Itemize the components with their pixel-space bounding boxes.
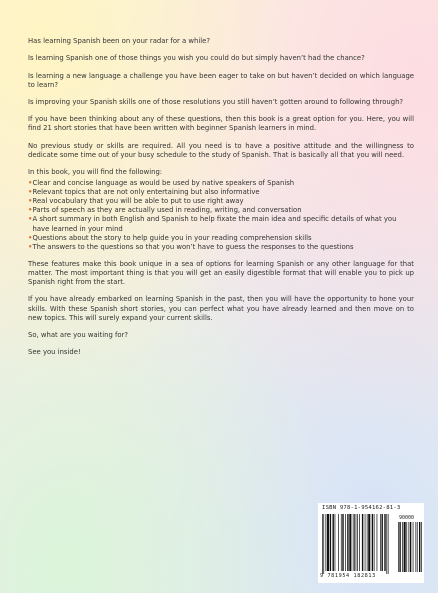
feature-item — [28, 234, 414, 243]
feature-item — [28, 188, 414, 197]
feature-item — [28, 179, 414, 188]
feature-item — [28, 243, 414, 252]
call-to-action: So, what are you waiting for? — [28, 330, 129, 339]
intro-paragraph-1: Has learning Spanish been on your radar for a while? — [28, 37, 210, 45]
feature-item — [28, 215, 414, 233]
feature-item — [28, 206, 414, 215]
feature-text: Clear and concise language as would be used by native speakers of Spanish — [32, 179, 295, 188]
bullet-icon: • — [28, 215, 33, 224]
features-list — [28, 179, 414, 252]
isbn-label: ISBN 978-1-954162-81-3 — [322, 505, 401, 511]
bullet-icon: • — [28, 179, 33, 188]
bullet-icon: • — [28, 197, 33, 206]
intro-paragraph-2: Is learning Spanish one of those things you wish you could do but simply haven’t had the chance? — [28, 54, 365, 63]
bullet-icon: • — [28, 188, 33, 197]
intro-paragraph-6: No previous study or skills are required. All you need is to have a positive attitude and the willingness to dedicate some time out of your busy schedule to the study of Spanish. That is basically all that you will need. — [28, 141, 414, 159]
intro-paragraph-3: Is learning a new language a challenge you have been eager to take on but haven’t decided on which language to learn? — [28, 71, 414, 89]
isbn-barcode — [318, 503, 424, 583]
feature-text: Relevant topics that are not only entertaining but also informative — [32, 188, 260, 197]
ean-digits: 9 781954 182813 — [320, 573, 376, 579]
bullet-icon: • — [28, 206, 33, 215]
intro-paragraph-4: Is improving your Spanish skills one of those resolutions you still haven’t gotten around to following through? — [28, 97, 404, 106]
features-lead-in: In this book, you will find the following: — [28, 167, 163, 176]
addon-barcode-bars — [398, 522, 422, 573]
bullet-icon: • — [28, 242, 33, 251]
outro-paragraph-1: These features make this book unique in a sea of options for learning Spanish or any other language for that matter. The most important thing is that you will get an easily digestible format that will enable you to pick up Spanish right from the start. — [28, 260, 414, 287]
closing-line: See you inside! — [28, 348, 81, 357]
feature-text: Parts of speech as they are actually used in reading, writing, and conversation — [32, 206, 302, 215]
feature-text: Questions about the story to help guide you in your reading comprehension skills — [32, 233, 312, 242]
feature-text: A short summary in both English and Spanish to help fixate the main idea and specific details of what you have learned in your mind — [32, 215, 397, 233]
feature-text: The answers to the questions so that you won’t have to guess the responses to the questions — [32, 242, 354, 251]
price-code: 90000 — [399, 515, 415, 521]
outro-paragraph-2: If you have already embarked on learning Spanish in the past, then you will have the opportunity to hone your skills. With these Spanish short stories, you can perfect what you have already learned and then move on to new topics. This will surely expand your current skills. — [28, 295, 414, 322]
feature-item — [28, 197, 414, 206]
ean-barcode-bars — [322, 514, 396, 574]
intro-paragraph-5: If you have been thinking about any of these questions, then this book is a great option for you. Here, you will find 21 short stories that have been written with beginner Spanish learners in mind. — [28, 115, 414, 133]
back-cover-text — [28, 37, 414, 366]
bullet-icon: • — [28, 233, 33, 242]
feature-text: Real vocabulary that you will be able to put to use right away — [32, 197, 244, 206]
